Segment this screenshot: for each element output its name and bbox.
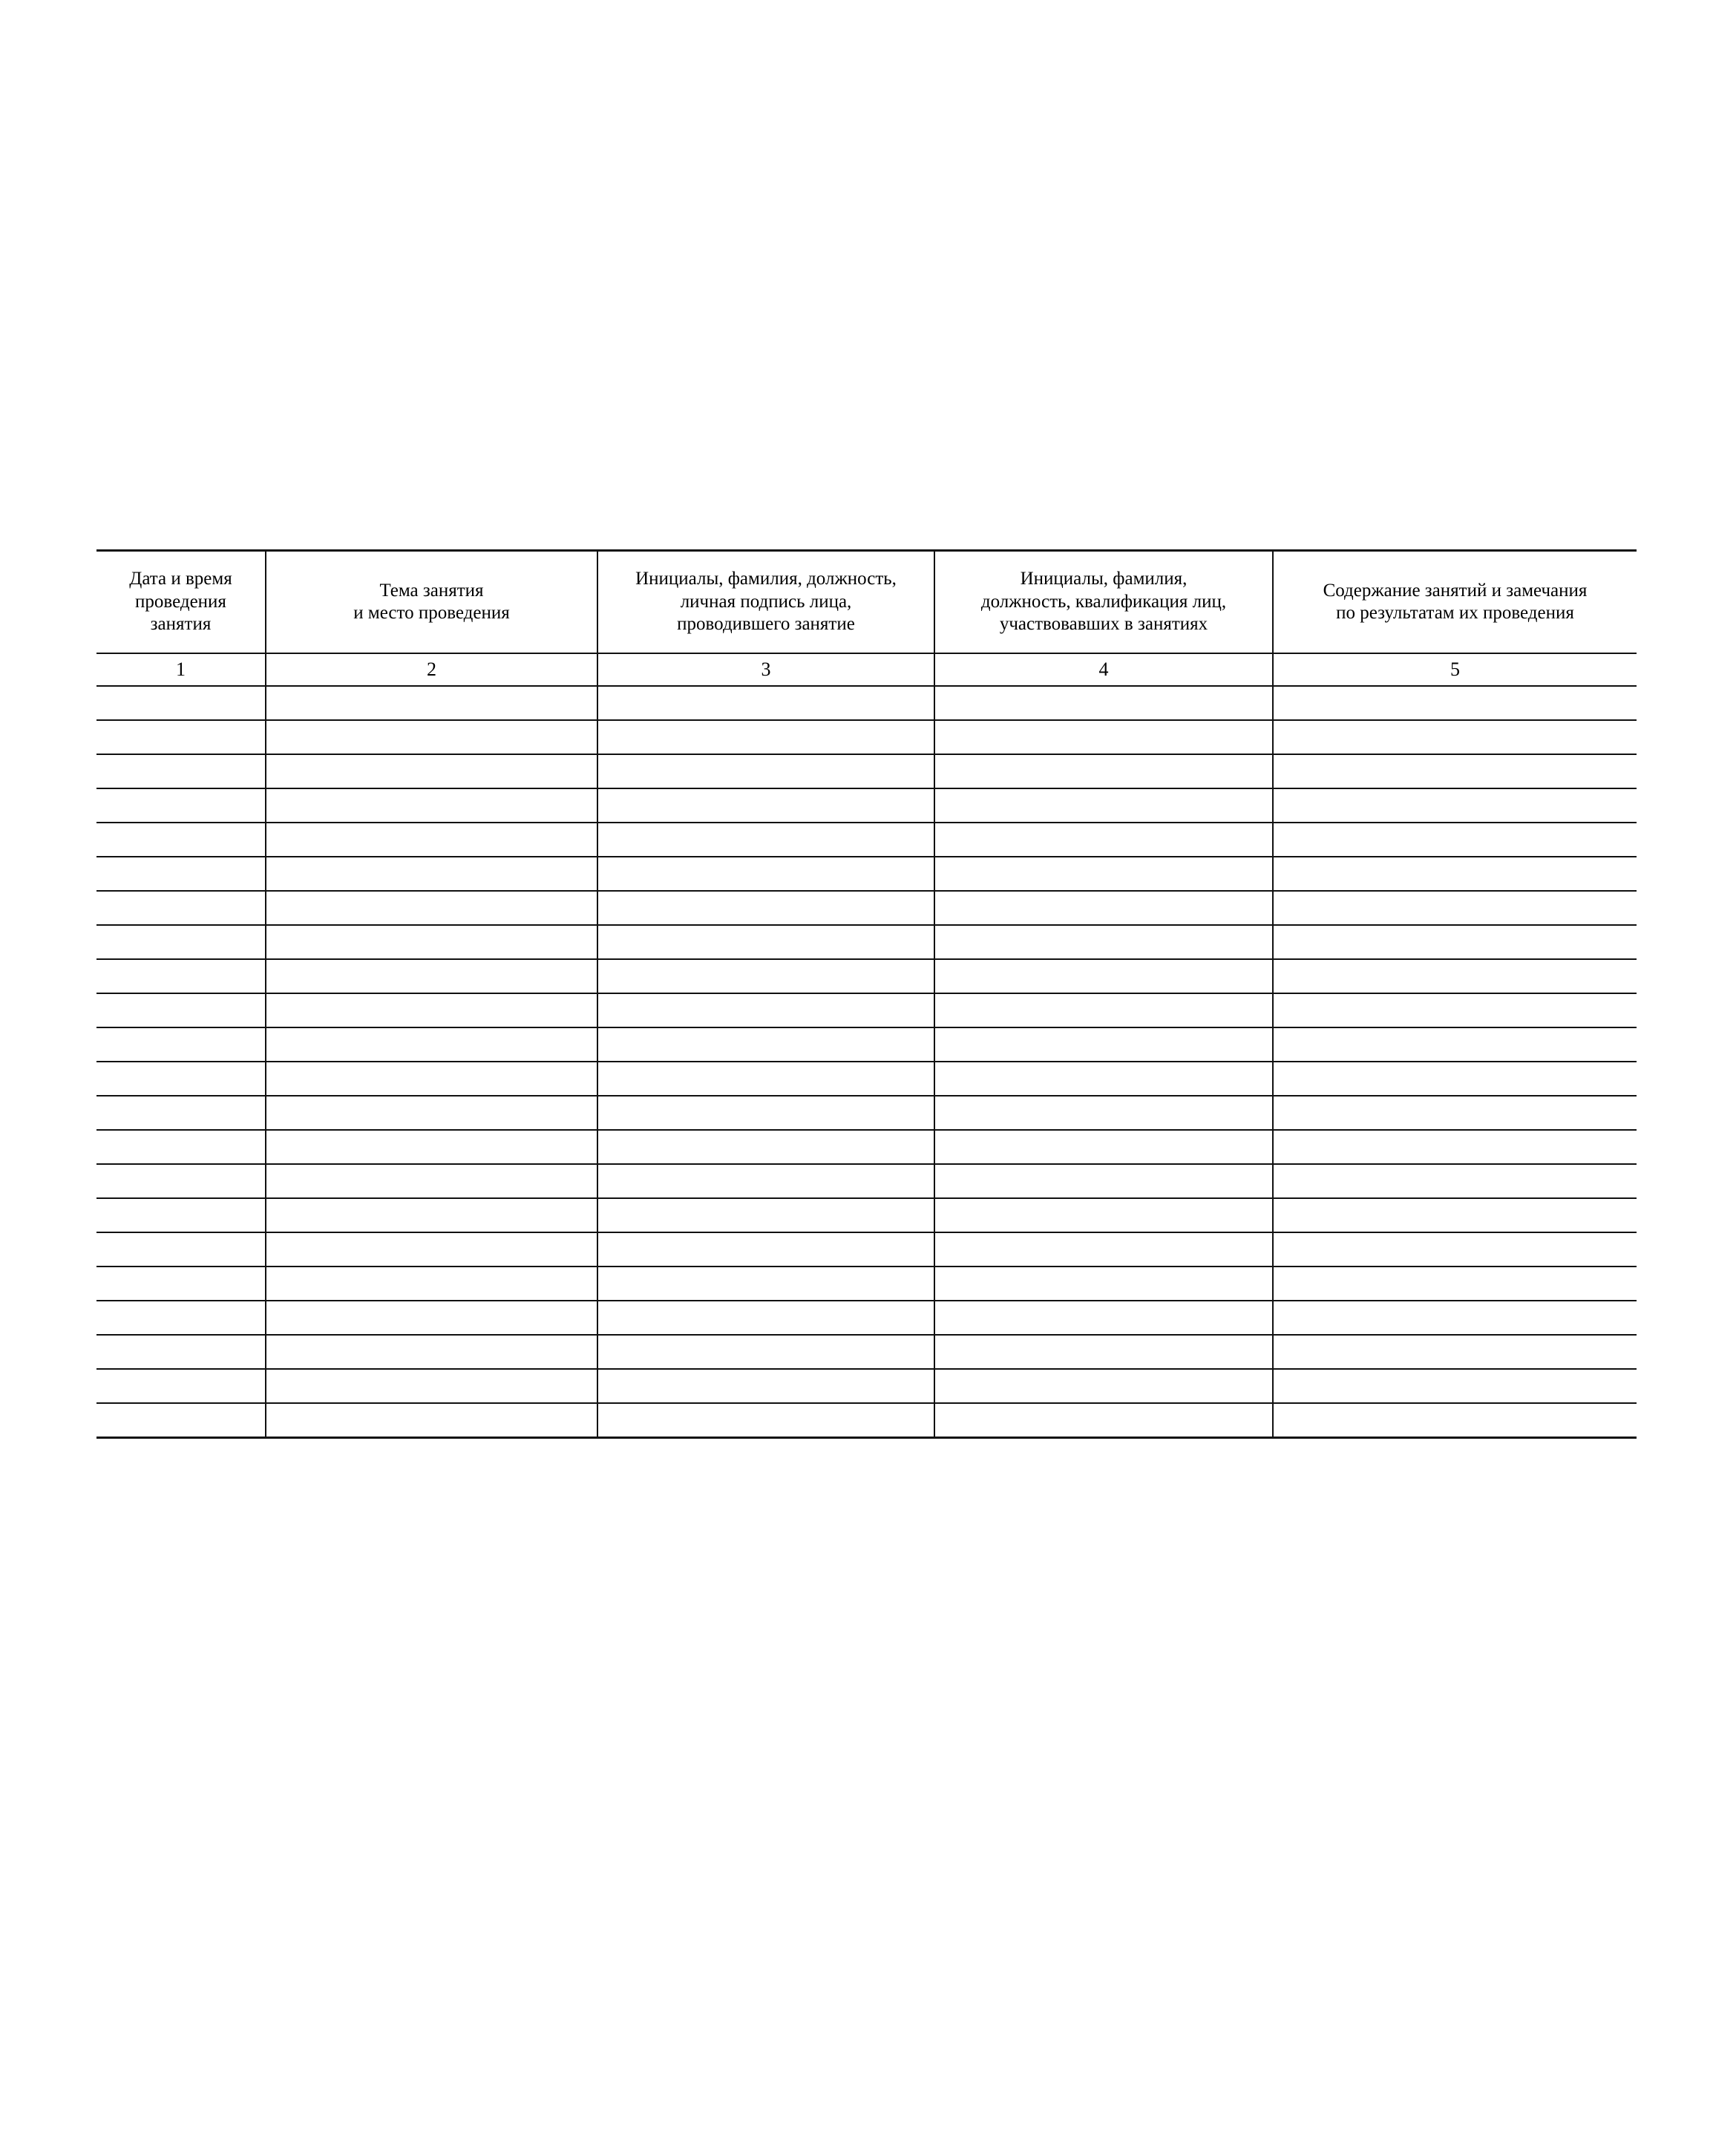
table-cell[interactable] — [1273, 788, 1637, 823]
table-cell[interactable] — [1273, 720, 1637, 754]
table-row — [96, 891, 1637, 925]
column-header-line: по результатам их проведения — [1336, 603, 1574, 623]
table-cell[interactable] — [934, 993, 1273, 1027]
table-cell[interactable] — [96, 857, 266, 891]
column-header-line: Инициалы, фамилия, должность, — [635, 569, 897, 589]
table-row — [96, 993, 1637, 1027]
column-number-3: 3 — [597, 653, 934, 686]
table-cell[interactable] — [1273, 1369, 1637, 1403]
table-cell[interactable] — [96, 788, 266, 823]
table-cell[interactable] — [266, 1130, 597, 1164]
table-cell[interactable] — [96, 891, 266, 925]
column-header-line: Инициалы, фамилия, — [1020, 569, 1188, 589]
table-cell[interactable] — [266, 686, 597, 720]
table-cell[interactable] — [96, 1369, 266, 1403]
table-row — [96, 1062, 1637, 1096]
table-cell[interactable] — [1273, 891, 1637, 925]
table-cell[interactable] — [96, 720, 266, 754]
table-cell[interactable] — [934, 1027, 1273, 1062]
table-cell[interactable] — [96, 1062, 266, 1096]
table-row — [96, 959, 1637, 993]
table-cell[interactable] — [597, 925, 934, 959]
table-cell[interactable] — [1273, 1301, 1637, 1335]
table-cell[interactable] — [96, 1267, 266, 1301]
table-cell[interactable] — [597, 823, 934, 857]
table-cell[interactable] — [1273, 686, 1637, 720]
table-cell[interactable] — [597, 1335, 934, 1369]
column-header-line: должность, квалификация лиц, — [980, 591, 1227, 612]
table-cell[interactable] — [934, 857, 1273, 891]
table-row — [96, 1130, 1637, 1164]
table-cell[interactable] — [266, 1403, 597, 1438]
column-header-line: проведения — [135, 591, 226, 612]
table-cell[interactable] — [266, 788, 597, 823]
table-cell[interactable] — [1273, 1027, 1637, 1062]
table-cell[interactable] — [934, 1267, 1273, 1301]
table-cell[interactable] — [1273, 1198, 1637, 1232]
table-cell[interactable] — [96, 1301, 266, 1335]
table-cell[interactable] — [266, 1301, 597, 1335]
table-cell[interactable] — [96, 1164, 266, 1198]
table-cell[interactable] — [266, 959, 597, 993]
table-cell[interactable] — [266, 891, 597, 925]
table-cell[interactable] — [597, 891, 934, 925]
table-cell[interactable] — [266, 1369, 597, 1403]
column-header-line: личная подпись лица, — [680, 591, 852, 612]
table-cell[interactable] — [597, 993, 934, 1027]
table-cell[interactable] — [597, 788, 934, 823]
table-cell[interactable] — [1273, 1130, 1637, 1164]
column-header-line: и место проведения — [353, 603, 510, 623]
table-cell[interactable] — [597, 1130, 934, 1164]
table-row — [96, 788, 1637, 823]
table-cell[interactable] — [934, 1335, 1273, 1369]
table-cell[interactable] — [266, 720, 597, 754]
column-header-instructor — [597, 551, 934, 654]
table-cell[interactable] — [597, 1096, 934, 1130]
table-cell[interactable] — [266, 1096, 597, 1130]
table-cell[interactable] — [1273, 1403, 1637, 1438]
table-cell[interactable] — [1273, 1232, 1637, 1267]
table-cell[interactable] — [96, 1403, 266, 1438]
table-row — [96, 1403, 1637, 1438]
table-cell[interactable] — [266, 857, 597, 891]
table-cell[interactable] — [266, 823, 597, 857]
column-header-date-time — [96, 551, 266, 654]
table-cell[interactable] — [597, 1164, 934, 1198]
table-header-row — [96, 551, 1637, 654]
table-cell[interactable] — [1273, 993, 1637, 1027]
table-cell[interactable] — [96, 1232, 266, 1267]
table-cell[interactable] — [266, 1164, 597, 1198]
table-cell[interactable] — [934, 788, 1273, 823]
column-header-line: занятия — [150, 614, 212, 635]
table-cell[interactable] — [597, 1027, 934, 1062]
table-cell[interactable] — [597, 754, 934, 788]
table-cell[interactable] — [934, 686, 1273, 720]
table-cell[interactable] — [934, 1062, 1273, 1096]
table-cell[interactable] — [266, 754, 597, 788]
table-cell[interactable] — [96, 959, 266, 993]
table-cell[interactable] — [1273, 1335, 1637, 1369]
table-cell[interactable] — [934, 1369, 1273, 1403]
table-cell[interactable] — [597, 1198, 934, 1232]
table-cell[interactable] — [934, 1198, 1273, 1232]
table-cell[interactable] — [1273, 1164, 1637, 1198]
table-row — [96, 1198, 1637, 1232]
table-cell[interactable] — [1273, 857, 1637, 891]
table-row — [96, 686, 1637, 720]
table-cell[interactable] — [934, 754, 1273, 788]
column-number-5: 5 — [1273, 653, 1637, 686]
table-cell[interactable] — [96, 1198, 266, 1232]
table-cell[interactable] — [597, 1267, 934, 1301]
table-cell[interactable] — [934, 1301, 1273, 1335]
table-cell[interactable] — [266, 1232, 597, 1267]
table-row — [96, 925, 1637, 959]
table-row — [96, 1335, 1637, 1369]
table-cell[interactable] — [597, 1062, 934, 1096]
table-cell[interactable] — [1273, 823, 1637, 857]
table-row — [96, 1267, 1637, 1301]
table-cell[interactable] — [934, 720, 1273, 754]
table-cell[interactable] — [934, 1096, 1273, 1130]
table-cell[interactable] — [96, 823, 266, 857]
table-row — [96, 1027, 1637, 1062]
table-cell[interactable] — [96, 1335, 266, 1369]
table-cell[interactable] — [597, 1301, 934, 1335]
table-cell[interactable] — [934, 1232, 1273, 1267]
table-row — [96, 1164, 1637, 1198]
column-header-line: проводившего занятие — [677, 614, 855, 635]
table-cell[interactable] — [934, 891, 1273, 925]
table-row — [96, 754, 1637, 788]
table-row — [96, 857, 1637, 891]
table-cell[interactable] — [96, 1096, 266, 1130]
table-cell[interactable] — [934, 1130, 1273, 1164]
column-header-line: Тема занятия — [379, 580, 484, 601]
table-row — [96, 1096, 1637, 1130]
table-cell[interactable] — [266, 925, 597, 959]
column-header-participants — [934, 551, 1273, 654]
table-cell[interactable] — [1273, 959, 1637, 993]
column-number-1: 1 — [96, 653, 266, 686]
table-cell[interactable] — [96, 993, 266, 1027]
column-header-line: Содержание занятий и замечания — [1323, 580, 1588, 601]
table-row — [96, 720, 1637, 754]
table-cell[interactable] — [597, 857, 934, 891]
table-cell[interactable] — [597, 959, 934, 993]
table-cell[interactable] — [96, 1130, 266, 1164]
table-cell[interactable] — [934, 925, 1273, 959]
table-cell[interactable] — [266, 1267, 597, 1301]
table-cell[interactable] — [266, 1335, 597, 1369]
table-cell[interactable] — [266, 1062, 597, 1096]
table-cell[interactable] — [1273, 1096, 1637, 1130]
table-cell[interactable] — [597, 686, 934, 720]
table-cell[interactable] — [934, 1164, 1273, 1198]
table-cell[interactable] — [597, 1232, 934, 1267]
table-cell[interactable] — [266, 1198, 597, 1232]
column-header-content-remarks — [1273, 551, 1637, 654]
table-body — [96, 686, 1637, 1438]
table-row — [96, 1369, 1637, 1403]
table-cell[interactable] — [934, 823, 1273, 857]
table-cell[interactable] — [1273, 1062, 1637, 1096]
table-row — [96, 823, 1637, 857]
table-cell[interactable] — [934, 1403, 1273, 1438]
table-cell[interactable] — [96, 686, 266, 720]
column-header-line: участвовавших в занятиях — [999, 614, 1208, 635]
column-number-4: 4 — [934, 653, 1273, 686]
table-cell[interactable] — [597, 1403, 934, 1438]
table-sheet — [96, 549, 1637, 1439]
table-cell[interactable] — [1273, 754, 1637, 788]
table-cell[interactable] — [934, 959, 1273, 993]
table-cell[interactable] — [597, 1369, 934, 1403]
column-header-line: Дата и время — [129, 569, 232, 589]
column-number-2: 2 — [266, 653, 597, 686]
table-cell[interactable] — [96, 1027, 266, 1062]
table-row — [96, 1301, 1637, 1335]
table-cell[interactable] — [1273, 925, 1637, 959]
column-header-topic-place — [266, 551, 597, 654]
table-row — [96, 1232, 1637, 1267]
table-cell[interactable] — [96, 925, 266, 959]
table-cell[interactable] — [1273, 1267, 1637, 1301]
table-column-numbers-row — [96, 653, 1637, 686]
table-cell[interactable] — [266, 993, 597, 1027]
table-cell[interactable] — [96, 754, 266, 788]
table-cell[interactable] — [266, 1027, 597, 1062]
table-cell[interactable] — [597, 720, 934, 754]
training-log-table — [96, 549, 1637, 1439]
